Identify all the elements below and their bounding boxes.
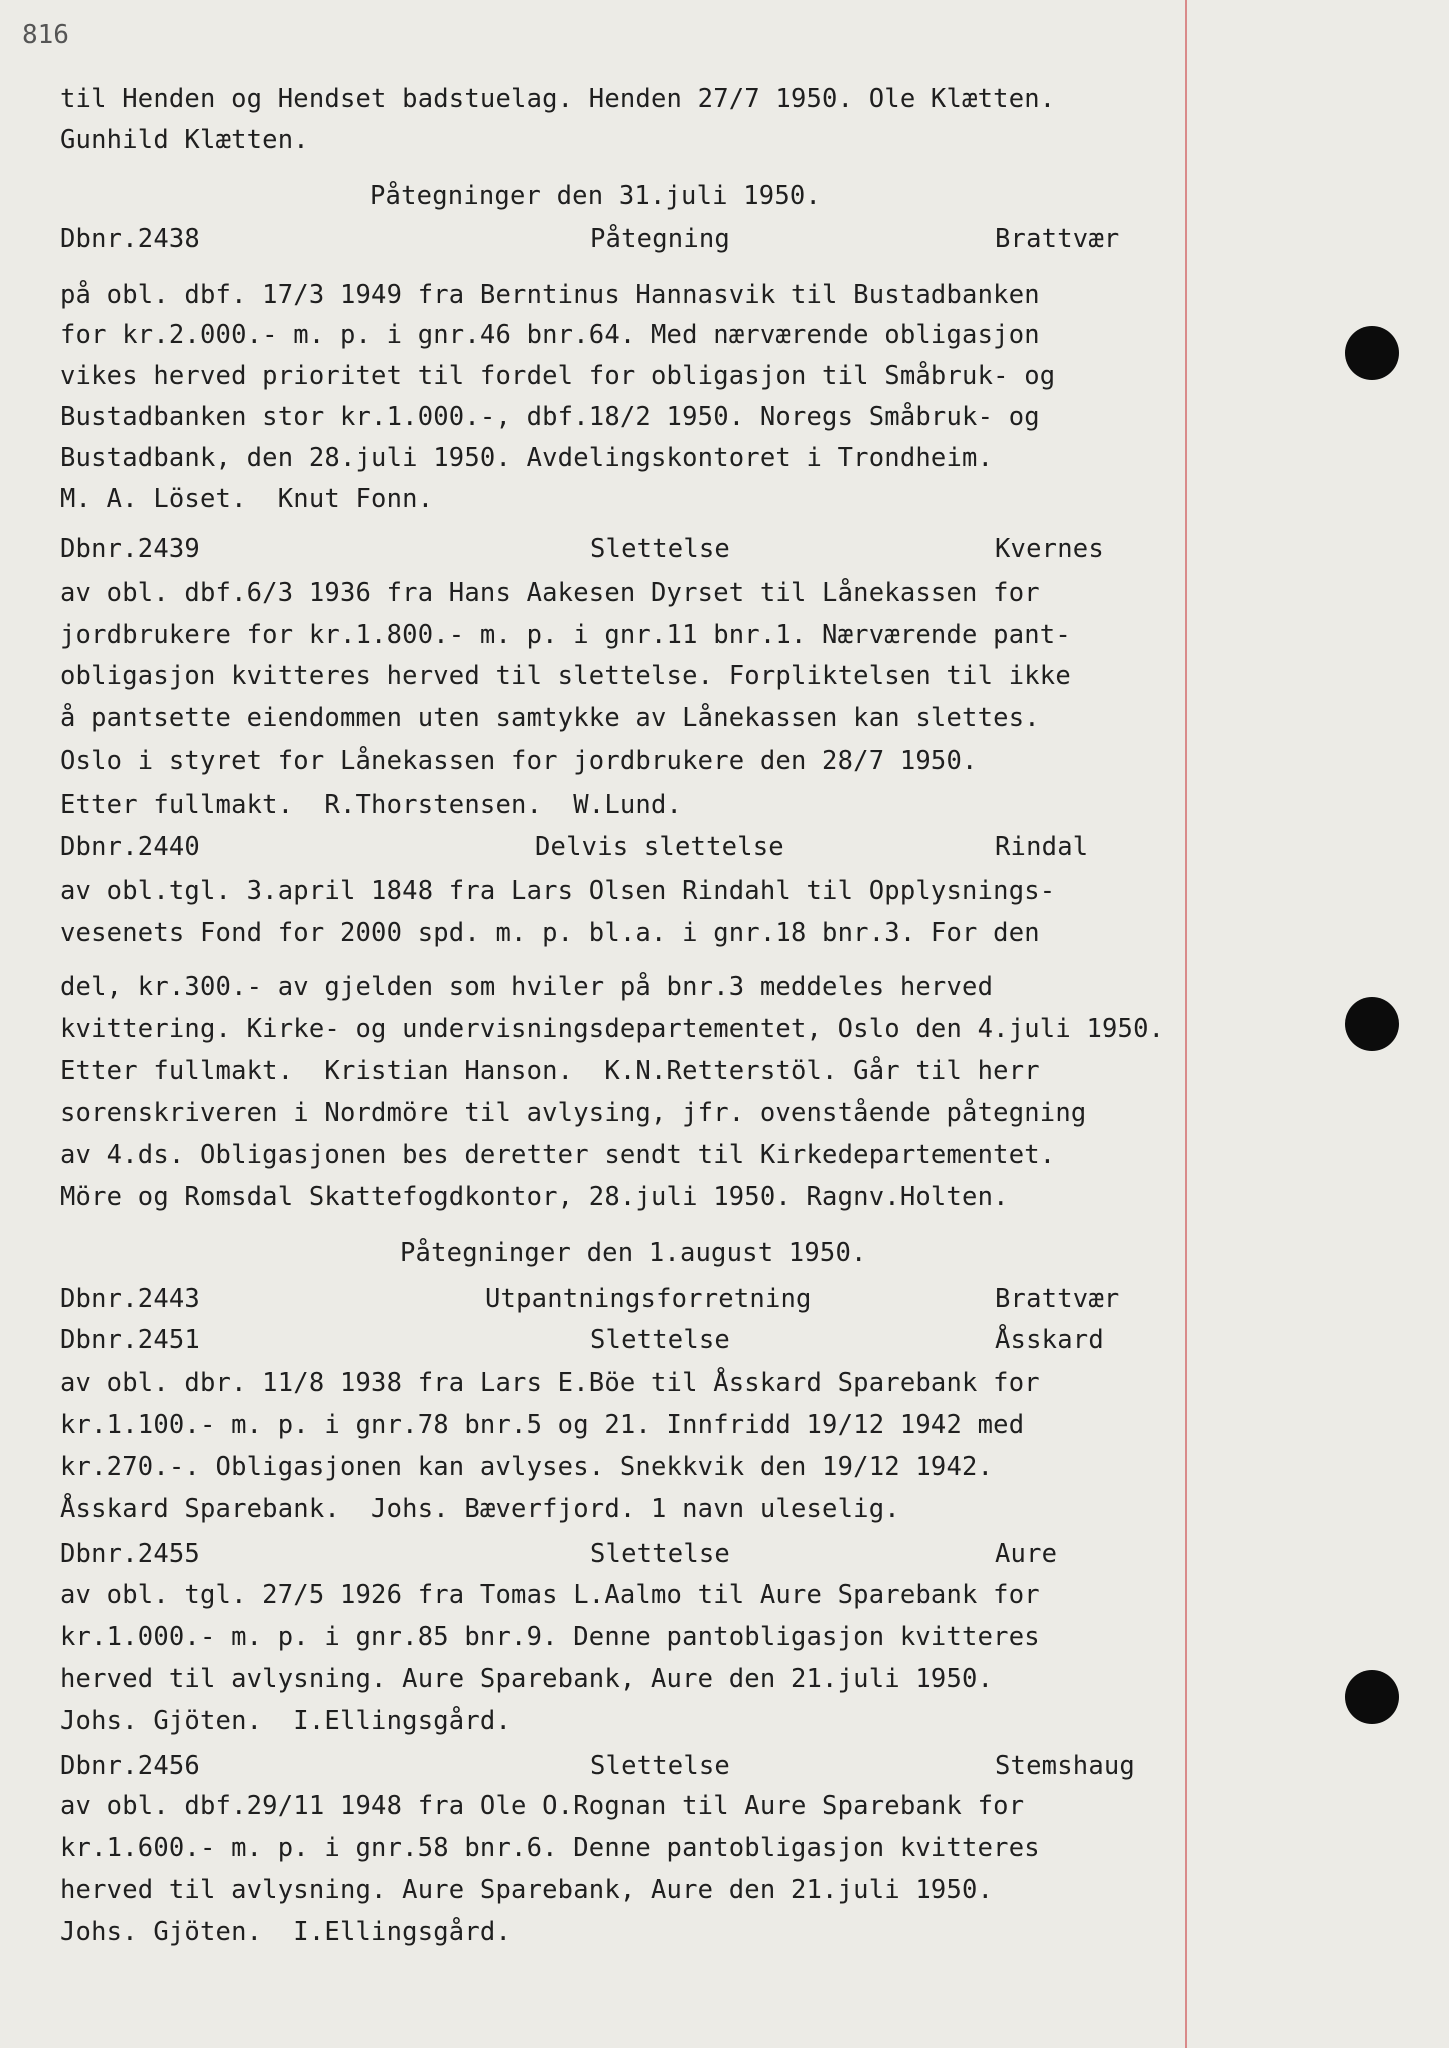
text-line: av obl.tgl. 3.april 1848 fra Lars Olsen Rindahl til Opplysnings- [60, 876, 1056, 906]
text-line: av obl. dbr. 11/8 1938 fra Lars E.Böe til Åsskard Sparebank for [60, 1368, 1040, 1398]
entry-type: Slettelse [590, 1539, 730, 1569]
entry-place: Åsskard [995, 1325, 1104, 1355]
entry-header [60, 219, 1180, 259]
entry-place: Brattvær [995, 224, 1120, 254]
entry-place: Stemshaug [995, 1751, 1135, 1781]
text-line: Johs. Gjöten. I.Ellingsgård. [60, 1706, 512, 1736]
entry-header [60, 827, 1180, 867]
punch-hole [1345, 326, 1399, 380]
section-heading [60, 176, 1180, 216]
text-line: vikes herved prioritet til fordel for obligasjon til Småbruk- og [60, 361, 1056, 391]
entry-type: Delvis slettelse [535, 832, 784, 862]
dbnr-label: Dbnr.2455 [60, 1539, 200, 1569]
text-line: kvittering. Kirke- og undervisningsdepartementet, Oslo den 4.juli 1950. [60, 1014, 1165, 1044]
text-line: herved til avlysning. Aure Sparebank, Aure den 21.juli 1950. [60, 1875, 994, 1905]
text-line: av obl. dbf.6/3 1936 fra Hans Aakesen Dyrset til Lånekassen for [60, 578, 1040, 608]
entry-header [60, 1279, 1180, 1319]
text-line: Gunhild Klætten. [60, 125, 309, 155]
text-line: kr.270.-. Obligasjonen kan avlyses. Snekkvik den 19/12 1942. [60, 1452, 994, 1482]
entry-type: Slettelse [590, 534, 730, 564]
text-line: kr.1.000.- m. p. i gnr.85 bnr.9. Denne pantobligasjon kvitteres [60, 1622, 1040, 1652]
section-heading [60, 1233, 1180, 1273]
text-line: av obl. tgl. 27/5 1926 fra Tomas L.Aalmo til Aure Sparebank for [60, 1580, 1040, 1610]
dbnr-label: Dbnr.2456 [60, 1751, 200, 1781]
dbnr-label: Dbnr.2438 [60, 224, 200, 254]
entry-header [60, 529, 1180, 569]
entry-type: Slettelse [590, 1325, 730, 1355]
text-line: kr.1.600.- m. p. i gnr.58 bnr.6. Denne pantobligasjon kvitteres [60, 1833, 1040, 1863]
dbnr-label: Dbnr.2443 [60, 1284, 200, 1314]
entry-header [60, 1746, 1180, 1786]
text-line: å pantsette eiendommen uten samtykke av Lånekassen kan slettes. [60, 703, 1040, 733]
text-line: av 4.ds. Obligasjonen bes deretter sendt til Kirkedepartementet. [60, 1140, 1056, 1170]
text-line: Åsskard Sparebank. Johs. Bæverfjord. 1 navn uleselig. [60, 1494, 900, 1524]
entry-type: Slettelse [590, 1751, 730, 1781]
dbnr-label: Dbnr.2451 [60, 1325, 200, 1355]
entry-header [60, 1534, 1180, 1574]
section-heading-text: Påtegninger den 31.juli 1950. [370, 181, 822, 211]
text-line: av obl. dbf.29/11 1948 fra Ole O.Rognan til Aure Sparebank for [60, 1791, 1025, 1821]
text-line: sorenskriveren i Nordmöre til avlysing, jfr. ovenstående påtegning [60, 1098, 1087, 1128]
entry-type: Påtegning [590, 224, 730, 254]
dbnr-label: Dbnr.2440 [60, 832, 200, 862]
text-line: for kr.2.000.- m. p. i gnr.46 bnr.64. Med nærværende obligasjon [60, 320, 1040, 350]
text-line: obligasjon kvitteres herved til slettelse. Forpliktelsen til ikke [60, 661, 1071, 691]
entry-place: Kvernes [995, 534, 1104, 564]
punch-hole [1345, 997, 1399, 1051]
entry-place: Aure [995, 1539, 1058, 1569]
text-line: M. A. Löset. Knut Fonn. [60, 484, 434, 514]
punch-hole [1345, 1670, 1399, 1724]
text-line: herved til avlysning. Aure Sparebank, Aure den 21.juli 1950. [60, 1664, 994, 1694]
entry-type: Utpantningsforretning [485, 1284, 812, 1314]
entry-header [60, 1320, 1180, 1360]
text-line: Oslo i styret for Lånekassen for jordbrukere den 28/7 1950. [60, 746, 978, 776]
entry-place: Rindal [995, 832, 1089, 862]
text-line: til Henden og Hendset badstuelag. Henden 27/7 1950. Ole Klætten. [60, 84, 1056, 114]
text-line: Etter fullmakt. R.Thorstensen. W.Lund. [60, 790, 683, 820]
text-line: Bustadbanken stor kr.1.000.-, dbf.18/2 1950. Noregs Småbruk- og [60, 402, 1040, 432]
text-line: Möre og Romsdal Skattefogdkontor, 28.juli 1950. Ragnv.Holten. [60, 1182, 1009, 1212]
section-heading-text: Påtegninger den 1.august 1950. [400, 1238, 867, 1268]
text-line: Johs. Gjöten. I.Ellingsgård. [60, 1917, 512, 1947]
text-line: Bustadbank, den 28.juli 1950. Avdelingskontoret i Trondheim. [60, 443, 994, 473]
text-line: vesenets Fond for 2000 spd. m. p. bl.a. i gnr.18 bnr.3. For den [60, 918, 1040, 948]
dbnr-label: Dbnr.2439 [60, 534, 200, 564]
text-line: jordbrukere for kr.1.800.- m. p. i gnr.11 bnr.1. Nærværende pant- [60, 620, 1071, 650]
entry-place: Brattvær [995, 1284, 1120, 1314]
text-line: Etter fullmakt. Kristian Hanson. K.N.Retterstöl. Går til herr [60, 1056, 1040, 1086]
text-line: på obl. dbf. 17/3 1949 fra Berntinus Hannasvik til Bustadbanken [60, 280, 1040, 310]
page-number: 816 [22, 20, 69, 50]
text-line: del, kr.300.- av gjelden som hviler på bnr.3 meddeles herved [60, 972, 994, 1002]
text-line: kr.1.100.- m. p. i gnr.78 bnr.5 og 21. Innfridd 19/12 1942 med [60, 1410, 1025, 1440]
